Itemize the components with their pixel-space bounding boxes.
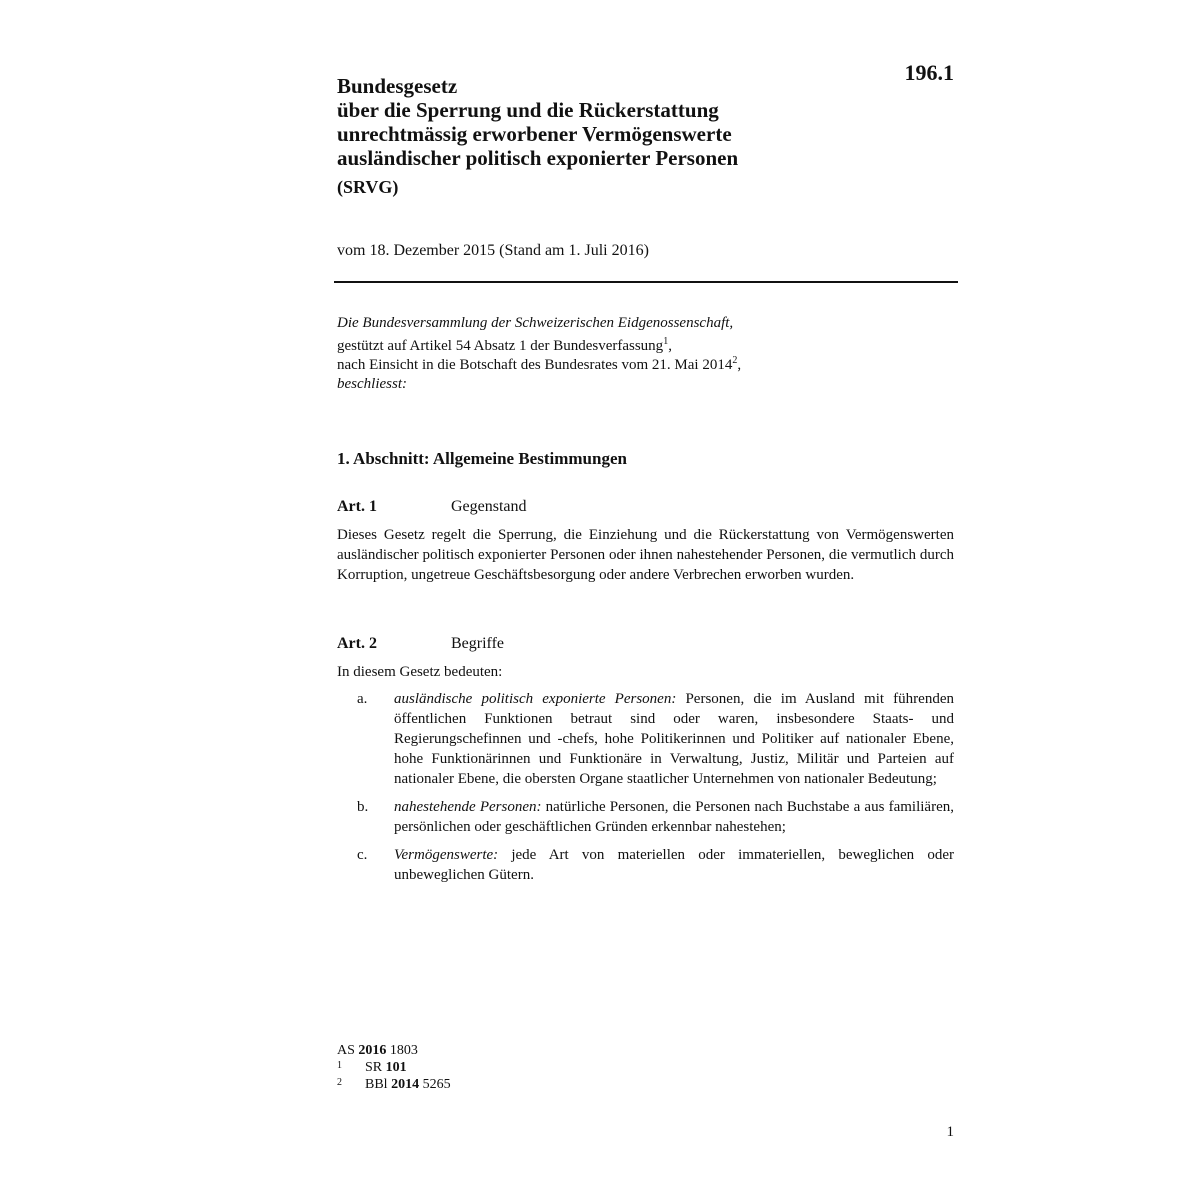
item-body xyxy=(394,845,954,885)
item-body xyxy=(394,797,954,837)
as-page: 1803 xyxy=(389,1043,418,1058)
article-title: Gegenstand xyxy=(451,498,527,515)
law-date: vom 18. Dezember 2015 (Stand am 1. Juli 2016) xyxy=(337,242,649,259)
title-line: über die Sperrung und die Rückerstattung xyxy=(337,98,719,122)
article-intro: In diesem Gesetz bedeuten: xyxy=(337,664,503,680)
preamble-basis xyxy=(337,337,957,356)
page-number: 1 xyxy=(946,1124,954,1140)
law-abbreviation: (SRVG) xyxy=(337,177,399,197)
article-number: Art. 2 xyxy=(337,635,377,652)
item-body xyxy=(394,689,954,789)
footnote-bold: 101 xyxy=(385,1060,407,1075)
footnote-suffix: 5265 xyxy=(422,1077,451,1092)
article-title: Begriffe xyxy=(451,635,505,652)
article-number: Art. 1 xyxy=(337,498,377,515)
title-line: Bundesgesetz xyxy=(337,74,458,98)
footnote-text[interactable] xyxy=(365,1059,407,1076)
preamble xyxy=(337,314,957,394)
preamble-message-text: nach Einsicht in die Botschaft des Bundesrates vom 21. Mai 2014 xyxy=(337,357,733,373)
footnote-prefix: BBl xyxy=(365,1077,388,1092)
footnote-ref[interactable]: 2 xyxy=(732,355,738,366)
as-prefix: AS xyxy=(337,1043,355,1058)
title-line: ausländischer politisch exponierter Personen xyxy=(337,146,739,170)
footnote-text[interactable] xyxy=(365,1076,451,1093)
as-year: 2016 xyxy=(358,1043,387,1058)
article-text: Dieses Gesetz regelt die Sperrung, die Einziehung und die Rückerstattung von Vermögenswerten ausländischer politisch exponierter Personen oder ihnen nahestehender Personen, die vermutlich durch Korruption, ungetreue Geschäftsbesorgung oder andere Verbrechen erworben wurden. xyxy=(337,527,954,583)
official-collection-reference xyxy=(337,1042,451,1059)
preamble-issuer: Die Bundesversammlung der Schweizerischen Eidgenossenschaft, xyxy=(337,315,734,331)
section-heading: 1. Abschnitt: Allgemeine Bestimmungen xyxy=(337,449,627,468)
footnote-mark: 2 xyxy=(337,1077,342,1088)
article-2 xyxy=(337,634,954,893)
footnotes xyxy=(337,1042,451,1093)
footnote-bold: 2014 xyxy=(391,1077,420,1092)
punctuation: , xyxy=(737,357,742,373)
article-header xyxy=(337,497,954,517)
preamble-message xyxy=(337,356,957,375)
footnote-ref[interactable]: 1 xyxy=(663,336,669,347)
footnote-entry xyxy=(337,1076,451,1093)
item-term: nahestehende Personen: xyxy=(394,799,542,815)
definition-item xyxy=(337,845,954,885)
definition-item xyxy=(337,797,954,837)
definition-item xyxy=(337,689,954,789)
article-1 xyxy=(337,497,954,585)
punctuation: , xyxy=(668,338,672,354)
title-divider xyxy=(334,281,958,283)
preamble-closing: beschliesst: xyxy=(337,376,407,392)
item-text: Personen, die im Ausland mit führenden öffentlichen Funktionen betraut sind oder waren, insbesondere Staats- und Regierungschefinnen und -chefs, hohe Politikerinnen und Politiker auf nationaler Ebene, hohe Funktionärinnen und Funktionäre in Verwaltung, Justiz, Militär und Parteien auf nationaler Ebene, die obersten Organe staatlicher Unternehmen von nationaler Bedeutung; xyxy=(394,691,954,787)
footnote-entry xyxy=(337,1059,451,1076)
item-letter: c. xyxy=(357,847,368,863)
item-letter: b. xyxy=(357,799,369,815)
item-text: jede Art von materiellen oder immateriellen, beweglichen oder unbeweglichen Gütern. xyxy=(394,847,954,883)
item-term: Vermögenswerte: xyxy=(394,847,499,863)
item-text: natürliche Personen, die Personen nach Buchstabe a aus familiären, persönlichen oder geschäftlichen Gründen erkennbar nahestehen; xyxy=(394,799,954,835)
item-letter: a. xyxy=(357,691,368,707)
footnote-mark: 1 xyxy=(337,1060,342,1071)
footnote-prefix: SR xyxy=(365,1060,383,1075)
sr-number: 196.1 xyxy=(904,60,954,85)
article-header xyxy=(337,634,954,654)
preamble-basis-text: gestützt auf Artikel 54 Absatz 1 der Bundesverfassung xyxy=(337,338,664,354)
law-title xyxy=(337,74,877,198)
item-term: ausländische politisch exponierte Personen: xyxy=(394,691,677,707)
title-line: unrechtmässig erworbener Vermögenswerte xyxy=(337,122,732,146)
